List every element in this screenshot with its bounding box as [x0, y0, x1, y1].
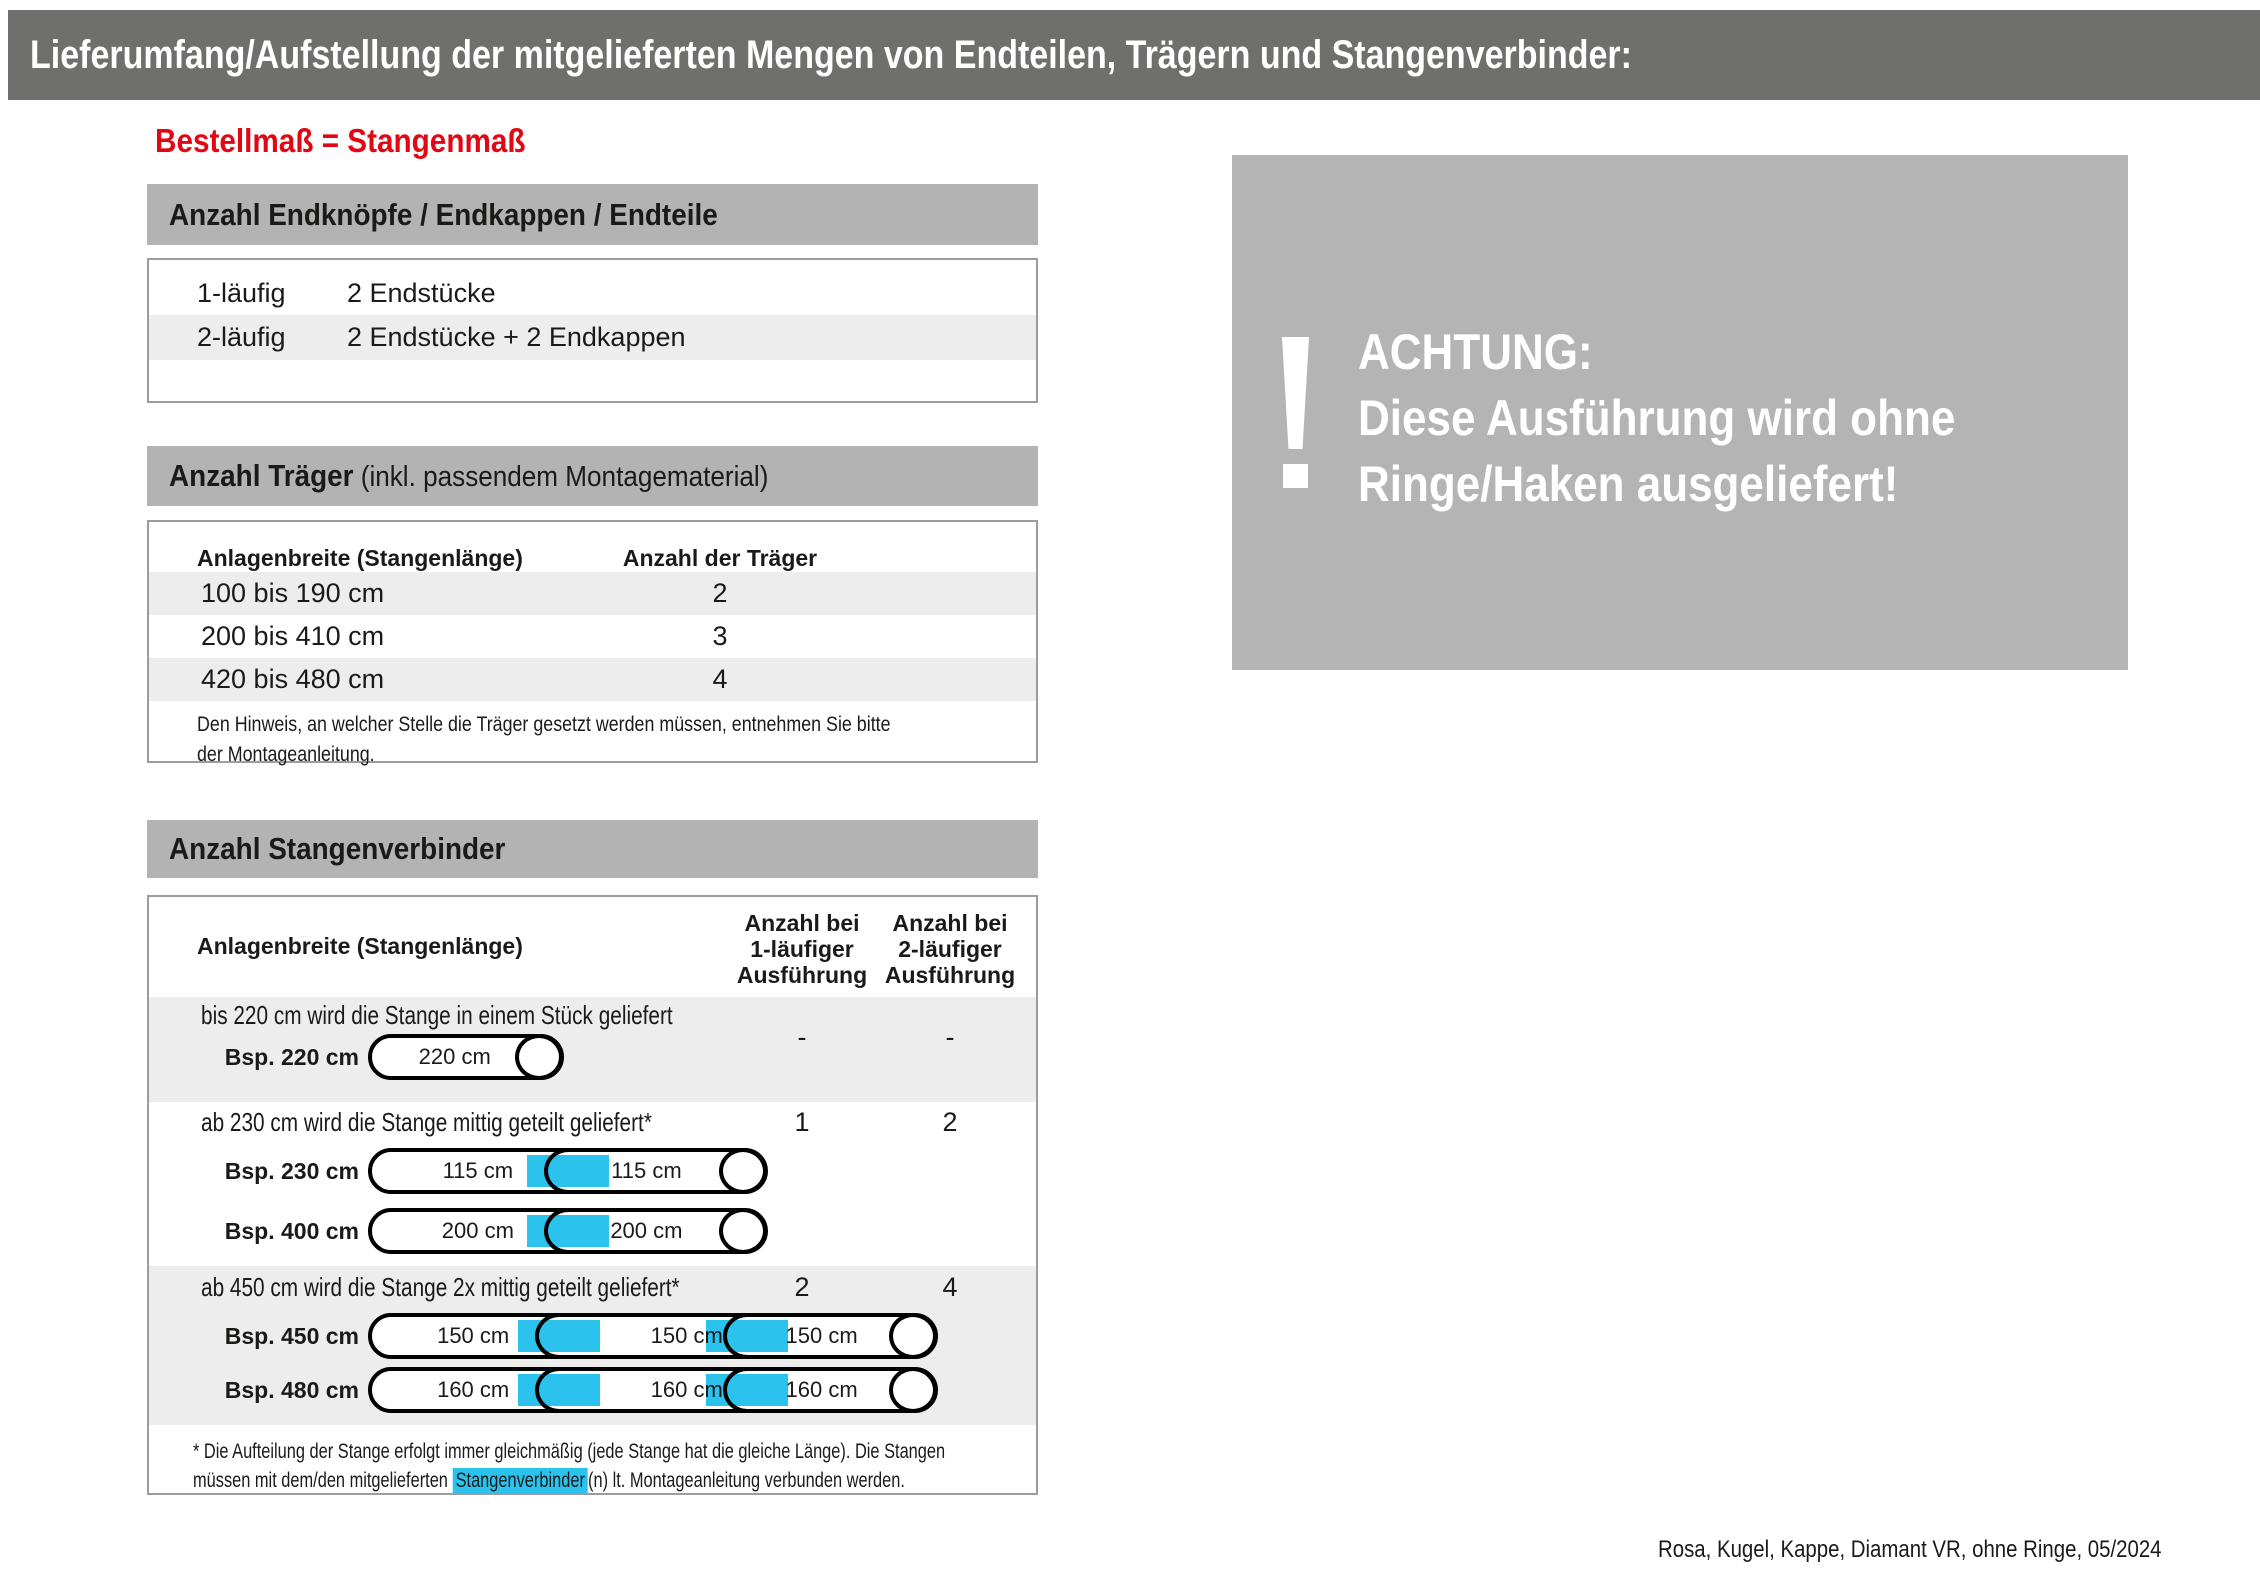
- verbinder-footnote: * Die Aufteilung der Stange erfolgt immer gleichmäßig (jede Stange hat die gleiche Länge). Die Stangen müssen mit dem/den mitgelieferten Stangenverbinder (n) lt. Montageanleitung verbunden werden.: [193, 1440, 946, 1492]
- row-text: bis 220 cm wird die Stange in einem Stück geliefert: [201, 1000, 673, 1030]
- example-label: Bsp. 230 cm: [224, 1158, 359, 1184]
- count-1-laeufig: 2: [794, 1272, 810, 1302]
- order-measure-note: Bestellmaß = Stangenmaß: [155, 122, 526, 159]
- col-header-anzahl-traeger: Anzahl der Träger: [622, 545, 818, 571]
- section-endteile-header: [147, 184, 1038, 245]
- traeger-table: [147, 520, 1038, 766]
- section-verbinder-title: Anzahl Stangenverbinder: [169, 831, 506, 866]
- connector-icon: [527, 1155, 609, 1187]
- endstuecke-value: 2 Endstücke: [347, 278, 496, 308]
- endstuecke-value: 2 Endstücke + 2 Endkappen: [347, 322, 686, 352]
- exclamation-icon: [1282, 337, 1309, 449]
- section-traeger-title: Anzahl Träger (inkl. passendem Montagematerial): [169, 458, 769, 493]
- count-cell: 3: [712, 621, 728, 651]
- col-header-anlagenbreite: Anlagenbreite (Stangenlänge): [197, 933, 523, 959]
- col-header-2-laeufig: Anzahl bei 2-läufiger Ausführung: [884, 910, 1016, 988]
- warning-box: [1232, 155, 2128, 670]
- exclamation-icon: [1283, 464, 1308, 488]
- row-text: ab 450 cm wird die Stange 2x mittig geteilt geliefert*: [201, 1272, 680, 1302]
- page-title-bar: [8, 10, 2260, 100]
- rod-endcap: [719, 1148, 767, 1194]
- section-endteile-title: Anzahl Endknöpfe / Endkappen / Endteile: [169, 197, 718, 232]
- col-header-1-laeufig: Anzahl bei 1-läufiger Ausführung: [736, 910, 868, 988]
- rod-diagram-230: 115 cm 115 cm: [368, 1148, 768, 1194]
- traeger-note: Den Hinweis, an welcher Stelle die Träger gesetzt werden müssen, entnehmen Sie bitte der Montageanleitung.: [197, 713, 891, 766]
- verbinder-table: [147, 895, 1038, 1495]
- example-label: Bsp. 220 cm: [224, 1044, 359, 1070]
- count-cell: 4: [712, 664, 728, 694]
- count-1-laeufig: 1: [794, 1107, 810, 1137]
- rod-diagram-480: 160 cm 160 cm 160 cm: [368, 1367, 938, 1413]
- range-cell: 420 bis 480 cm: [201, 664, 385, 694]
- laeufig-label: 1-läufig: [197, 278, 286, 308]
- example-label: Bsp. 450 cm: [224, 1323, 359, 1349]
- section-traeger-header: [147, 446, 1038, 506]
- rod-diagram-220: 220 cm: [368, 1034, 564, 1080]
- warning-text: ACHTUNG: Diese Ausführung wird ohne Ringe/Haken ausgeliefert!: [1358, 324, 1956, 512]
- example-label: Bsp. 480 cm: [224, 1377, 359, 1403]
- count-2-laeufig: 2: [942, 1107, 958, 1137]
- rod-endcap: [889, 1367, 937, 1413]
- count-cell: 2: [712, 578, 728, 608]
- highlighted-term: Stangenverbinder: [452, 1468, 588, 1493]
- connector-icon: [518, 1320, 600, 1352]
- section-verbinder-header: [147, 820, 1038, 878]
- col-header-anlagenbreite: Anlagenbreite (Stangenlänge): [197, 545, 523, 571]
- example-label: Bsp. 400 cm: [224, 1218, 359, 1244]
- document-footer: Rosa, Kugel, Kappe, Diamant VR, ohne Ringe, 05/2024: [1657, 1536, 2162, 1563]
- count-1-laeufig: -: [797, 1022, 807, 1052]
- count-2-laeufig: 4: [942, 1272, 958, 1302]
- rod-endcap: [515, 1034, 563, 1080]
- rod-diagram-400: 200 cm 200 cm: [368, 1208, 768, 1254]
- rod-endcap: [719, 1208, 767, 1254]
- connector-icon: [518, 1374, 600, 1406]
- rod-diagram-450: 150 cm 150 cm 150 cm: [368, 1313, 938, 1359]
- connector-icon: [527, 1215, 609, 1247]
- count-2-laeufig: -: [945, 1022, 955, 1052]
- laeufig-label: 2-läufig: [197, 322, 286, 352]
- row-text: ab 230 cm wird die Stange mittig geteilt geliefert*: [201, 1107, 652, 1137]
- range-cell: 100 bis 190 cm: [201, 578, 385, 608]
- section-traeger-subtitle: (inkl. passendem Montagematerial): [353, 461, 769, 493]
- range-cell: 200 bis 410 cm: [201, 621, 385, 651]
- rod-endcap: [889, 1313, 937, 1359]
- endteile-table: [147, 258, 1038, 403]
- page-title: Lieferumfang/Aufstellung der mitgelieferten Mengen von Endteilen, Trägern und Stangenverbinder:: [30, 33, 1632, 77]
